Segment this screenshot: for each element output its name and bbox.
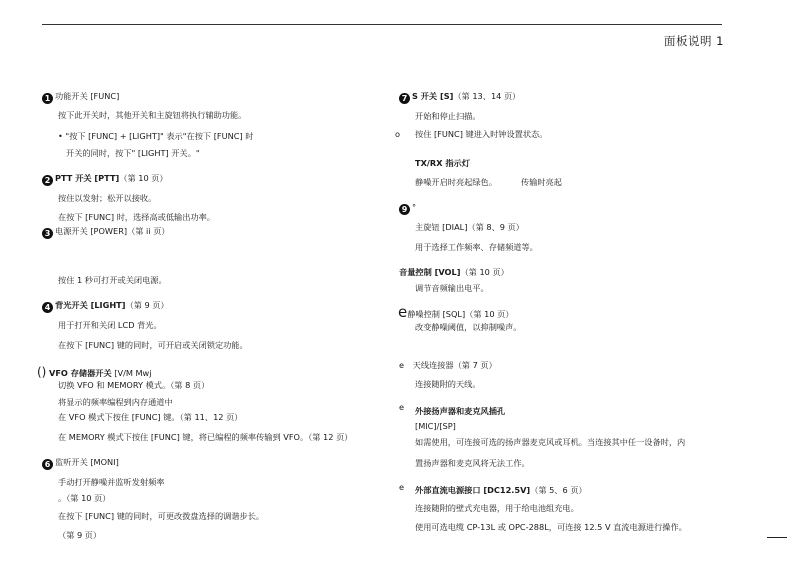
section-txrx-title: TX/RX 指示灯 [415, 158, 470, 168]
text-line: 按住以发射；松开以接收。 [58, 193, 157, 203]
section-title: 功能开关 [FUNC] [55, 91, 120, 101]
section-dc-heading [415, 486, 587, 494]
section-vol-heading [399, 268, 509, 276]
page-ref: （第 10 页） [119, 173, 168, 183]
text-line: 用于打开和关闭 LCD 背光。 [58, 320, 162, 330]
section-title: 电源开关 [POWER]（第 ii 页） [55, 226, 170, 236]
page-title: 面板说明 1 [664, 34, 724, 48]
number-badge: 7 [399, 93, 410, 104]
text-line: 开始和停止扫描。 [415, 111, 481, 121]
section-jack-title: 外接扬声器和麦克风插孔 [415, 406, 506, 416]
text-line: 。（第 10 页） [58, 493, 111, 503]
number-badge: 6 [42, 459, 53, 470]
text-line: 调节音频输出电平。 [415, 283, 489, 293]
text-line: 在按下 [FUNC] 键的同时，可开启或关闭锁定功能。 [58, 340, 248, 350]
text-line: 开关的同时，按下" [LIGHT] 开关。" [66, 148, 200, 158]
section-title: 监听开关 [MONI] [55, 457, 119, 467]
section-mark: e [399, 482, 405, 492]
section-title: 外部直流电源接口 [DC12.5V] [415, 485, 531, 495]
section-mark: e [399, 402, 405, 412]
number-badge: 4 [42, 302, 53, 313]
text-line: 静噪开启时亮起绿色。 [415, 177, 497, 187]
section-title: 静噪控制 [SQL]（第 10 页） [407, 309, 514, 319]
number-badge: 9 [399, 204, 410, 215]
header-rule [42, 24, 722, 25]
text-line: 连接随附的壁式充电器，用于给电池组充电。 [415, 503, 579, 513]
text-line: 在 MEMORY 模式下按住 [FUNC] 键，将已编程的频率传输到 VFO。（第 12 页） [58, 432, 353, 442]
section-antenna-heading [399, 361, 497, 369]
text-line: 置扬声器和麦克风将无法工作。 [415, 458, 530, 468]
number-badge: 1 [42, 93, 53, 104]
text-line: 使用可选电缆 CP-13L 或 OPC-288L，可连接 12.5 V 直流电源进行操作。 [415, 522, 687, 532]
number-badge: 2 [42, 175, 53, 186]
text-line: 连接随附的天线。 [415, 379, 481, 389]
text-line: 在按下 [FUNC] 键的同时，可更改拨盘选择的调谐步长。 [58, 511, 265, 521]
text-line: 在 VFO 模式下按住 [FUNC] 键。（第 11、12 页） [58, 412, 243, 422]
page-ref: （第 10 页） [460, 267, 509, 277]
text-line: 改变静噪阈值，以抑制噪声。 [415, 322, 522, 332]
section-sql-heading [398, 305, 514, 320]
text-line: 手动打开静噪并监听发射频率 [58, 477, 165, 487]
number-badge: 3 [42, 228, 53, 239]
text-line: 在按下 [FUNC] 时，选择高或低输出功率。 [58, 212, 215, 222]
section-mark: e [399, 360, 405, 370]
section-title: 天线连接器（第 7 页） [412, 360, 497, 370]
section-func-heading [42, 92, 119, 104]
section-s-heading [399, 92, 520, 104]
section-mark: e [398, 303, 408, 321]
text-line: 按住 1 秒可打开或关闭电源。 [58, 275, 167, 285]
text-line: 主旋钮 [DIAL]（第 8、9 页） [415, 222, 524, 232]
section-title: 音量控制 [VOL] [399, 267, 461, 277]
text-line: 按下此开关时，其他开关和主旋钮将执行辅助功能。 [58, 110, 247, 120]
text-line: （第 9 页） [58, 530, 102, 540]
section-power-heading [42, 227, 170, 239]
section-mark: () [37, 365, 47, 379]
text-line: 切换 VFO 和 MEMORY 模式。（第 8 页） [58, 380, 210, 390]
page-ref: （第 13、14 页） [453, 91, 521, 101]
section-vfo-heading [37, 366, 152, 378]
degree-mark: ° [412, 202, 417, 212]
text-line: [MIC]/[SP] [415, 421, 456, 431]
text-line: • "按下 [FUNC] + [LIGHT]" 表示"在按下 [FUNC] 时 [58, 131, 254, 141]
section-dial-heading [399, 203, 416, 215]
page-ref: （第 9 页） [125, 300, 169, 310]
text-line: 按住 [FUNC] 键进入时钟设置状态。 [415, 129, 548, 139]
page-ref: （第 5、6 页） [530, 485, 587, 495]
section-title: S 开关 [S] [412, 91, 454, 101]
section-mark: o [395, 129, 401, 139]
section-title: 背光开关 [LIGHT] [55, 300, 126, 310]
text-line: 传输时亮起 [521, 177, 562, 187]
section-ptt-heading [42, 174, 168, 186]
section-title: VFO 存储器开关 [48, 368, 112, 378]
footer-rule [767, 537, 787, 538]
section-title: PTT 开关 [PTT] [55, 173, 120, 183]
section-title-suffix: [V/M Mwj [111, 368, 152, 378]
text-line: 用于选择工作频率、存储频道等。 [415, 242, 538, 252]
section-moni-heading [42, 458, 119, 470]
text-line: 如需使用，可连接可选的扬声器麦克风或耳机。当连接其中任一设备时，内 [415, 437, 686, 447]
section-light-heading [42, 301, 169, 313]
text-line: 将显示的频率编程到内存通道中 [58, 397, 173, 407]
